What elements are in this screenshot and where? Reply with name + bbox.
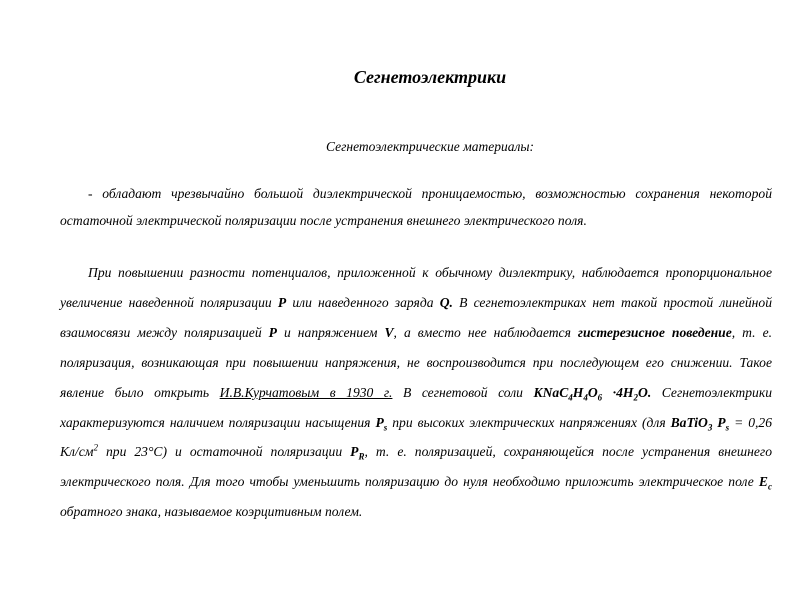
text-run: обратного знака, называемое коэрцитивным полем.: [60, 504, 363, 520]
text-run: , т. е. поляризация, возникающая при повышении напряжения, не воспроизводится при последующем его снижении. Такое явление было открыть: [60, 324, 773, 400]
symbol-voltage: V: [384, 324, 394, 340]
text-run: В сегнетоэлектриках нет такой простой линейной взаимосвязи между поляризацией: [60, 294, 772, 340]
text-run: , а вместо нее наблюдается: [393, 324, 578, 340]
term-hysteresis: гистерезисное поведение: [577, 324, 732, 340]
text-run: при высоких электрических напряжениях (для: [387, 414, 671, 430]
superscript: 2: [93, 442, 98, 453]
formula-batio3: BaTiO$_3$: [670, 414, 713, 433]
symbol-remanent-polarization: $P_R$: [350, 444, 365, 463]
symbol-saturation-polarization: $P_s$: [375, 414, 388, 433]
text-run: При повышении разности потенциалов, приложенной к обычному диэлектрику, наблюдается пропорциональное увеличение наведенной поляризации: [60, 265, 772, 310]
text-run: = 0,26 Кл/см: [60, 414, 773, 460]
text-run: и напряжением: [276, 324, 385, 340]
symbol-polarization: P: [277, 294, 287, 310]
text-run: В сегнетовой соли: [392, 384, 534, 400]
properties-text: - обладают чрезвычайно большой диэлектрической проницаемостью, возможностью сохранения некоторой остаточной электрической поляризации после устранения внешнего электрического поля.: [60, 186, 772, 228]
kurchatov-reference: И.В.Курчатовым в 1930 г.: [219, 384, 393, 400]
symbol-saturation-polarization: $P_s$: [712, 414, 730, 433]
formula-rochelle-salt: $KNaC_4H_4O_6 \cdot 4H_2O$.: [533, 384, 652, 403]
text-run: при 23°С) и остаточной поляризации: [97, 444, 351, 460]
text-run: или наведенного заряда: [286, 294, 440, 310]
symbol-charge: Q.: [439, 294, 453, 310]
document-subtitle: Сегнетоэлектрические материалы:: [326, 139, 534, 154]
document-title: Сегнетоэлектрики: [353, 67, 507, 87]
symbol-polarization: P: [268, 324, 277, 340]
paragraph-properties: [60, 180, 772, 234]
paragraph-hysteresis: [60, 258, 772, 527]
text-run: Сегнетоэлектрики характеризуются наличием поляризации насыщения: [60, 384, 772, 430]
symbol-coercive-field: $E_c$: [758, 474, 772, 493]
text-run: , т. е. поляризацией, сохраняющейся после устранения внешнего электрического поля. Для того чтобы уменьшить поляризацию до нуля необходимо приложить электрическое поле: [60, 444, 773, 490]
